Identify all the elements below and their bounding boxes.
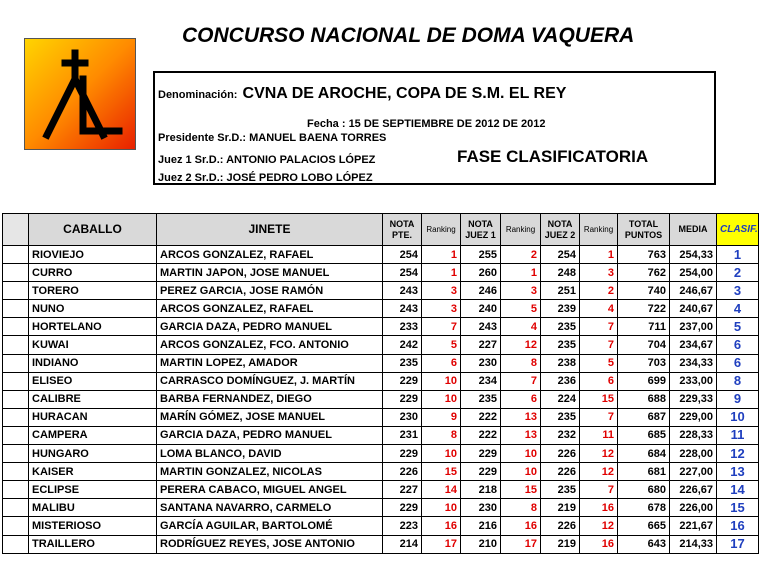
cell-nota-pte: 214 bbox=[383, 535, 422, 553]
row-blank-cell bbox=[3, 463, 29, 481]
row-blank-cell bbox=[3, 300, 29, 318]
cell-ranking-pte: 6 bbox=[422, 354, 461, 372]
cell-total-puntos: 763 bbox=[618, 246, 670, 264]
cell-ranking-juez2: 12 bbox=[580, 463, 618, 481]
cell-caballo: TORERO bbox=[29, 282, 157, 300]
table-row bbox=[3, 445, 759, 463]
cell-nota-juez2: 232 bbox=[541, 426, 580, 444]
cell-clasif: 12 bbox=[717, 445, 759, 463]
table-row bbox=[3, 246, 759, 264]
cell-ranking-juez2: 7 bbox=[580, 336, 618, 354]
table-row bbox=[3, 499, 759, 517]
header-clasif: CLASIF. bbox=[717, 214, 759, 246]
cell-ranking-juez2: 6 bbox=[580, 372, 618, 390]
cell-ranking-juez2: 7 bbox=[580, 318, 618, 336]
cell-clasif: 17 bbox=[717, 535, 759, 553]
cell-jinete: SANTANA NAVARRO, CARMELO bbox=[157, 499, 383, 517]
cell-jinete: CARRASCO DOMÍNGUEZ, J. MARTÍN bbox=[157, 372, 383, 390]
phase-title: FASE CLASIFICATORIA bbox=[457, 147, 649, 166]
cell-jinete: GARCÍA AGUILAR, BARTOLOMÉ bbox=[157, 517, 383, 535]
cell-clasif: 6 bbox=[717, 336, 759, 354]
cell-ranking-juez1: 7 bbox=[501, 372, 541, 390]
cell-jinete: BARBA FERNANDEZ, DIEGO bbox=[157, 390, 383, 408]
cell-total-puntos: 680 bbox=[618, 481, 670, 499]
header-ranking-juez1: Ranking bbox=[501, 214, 541, 246]
cell-caballo: ELISEO bbox=[29, 372, 157, 390]
row-blank-cell bbox=[3, 426, 29, 444]
row-blank-cell bbox=[3, 390, 29, 408]
cell-caballo: MISTERIOSO bbox=[29, 517, 157, 535]
juez2-line: Juez 2 Sr.D.: JOSÉ PEDRO LOBO LÓPEZ bbox=[158, 172, 373, 184]
cell-ranking-juez2: 4 bbox=[580, 300, 618, 318]
header-nota-pte bbox=[383, 214, 422, 246]
cell-jinete: PERERA CABACO, MIGUEL ANGEL bbox=[157, 481, 383, 499]
cell-ranking-pte: 9 bbox=[422, 408, 461, 426]
cell-total-puntos: 722 bbox=[618, 300, 670, 318]
cell-nota-juez1: 222 bbox=[461, 408, 501, 426]
cell-clasif: 10 bbox=[717, 408, 759, 426]
cell-total-puntos: 703 bbox=[618, 354, 670, 372]
row-blank-cell bbox=[3, 499, 29, 517]
cell-jinete: MARTIN GONZALEZ, NICOLAS bbox=[157, 463, 383, 481]
header-nota-juez1 bbox=[461, 214, 501, 246]
header-nota-juez1-line1: NOTA bbox=[468, 218, 493, 229]
cell-ranking-pte: 1 bbox=[422, 246, 461, 264]
competition-info-box bbox=[153, 71, 716, 185]
row-blank-cell bbox=[3, 517, 29, 535]
cell-nota-juez2: 248 bbox=[541, 264, 580, 282]
table-row bbox=[3, 535, 759, 553]
cell-ranking-juez1: 5 bbox=[501, 300, 541, 318]
cell-nota-pte: 226 bbox=[383, 463, 422, 481]
header-nota-pte-line1: NOTA bbox=[389, 218, 415, 229]
page-title: CONCURSO NACIONAL DE DOMA VAQUERA bbox=[182, 24, 635, 47]
cell-nota-juez2: 219 bbox=[541, 535, 580, 553]
cell-caballo: HORTELANO bbox=[29, 318, 157, 336]
logo-graphic bbox=[25, 39, 135, 149]
cell-caballo: RIOVIEJO bbox=[29, 246, 157, 264]
cell-jinete: ARCOS GONZALEZ, RAFAEL bbox=[157, 246, 383, 264]
cell-media: 233,00 bbox=[670, 372, 717, 390]
cell-media: 226,00 bbox=[670, 499, 717, 517]
cell-clasif: 15 bbox=[717, 499, 759, 517]
cell-nota-juez2: 226 bbox=[541, 517, 580, 535]
cell-nota-juez1: 216 bbox=[461, 517, 501, 535]
juez1-line: Juez 1 Sr.D.: ANTONIO PALACIOS LÓPEZ bbox=[158, 154, 376, 166]
table-row bbox=[3, 390, 759, 408]
denominacion-value: CVNA DE AROCHE, COPA DE S.M. EL REY bbox=[242, 85, 567, 102]
cell-nota-juez2: 238 bbox=[541, 354, 580, 372]
cell-clasif: 2 bbox=[717, 264, 759, 282]
header-jinete: JINETE bbox=[157, 214, 383, 246]
cell-media: 237,00 bbox=[670, 318, 717, 336]
cell-total-puntos: 687 bbox=[618, 408, 670, 426]
cell-nota-juez1: 235 bbox=[461, 390, 501, 408]
cell-jinete: MARTIN JAPON, JOSE MANUEL bbox=[157, 264, 383, 282]
cell-ranking-juez2: 12 bbox=[580, 517, 618, 535]
cell-media: 234,67 bbox=[670, 336, 717, 354]
cell-nota-juez1: 229 bbox=[461, 445, 501, 463]
table-body bbox=[3, 246, 759, 554]
cell-ranking-pte: 10 bbox=[422, 499, 461, 517]
table-row bbox=[3, 481, 759, 499]
denominacion-line bbox=[158, 85, 566, 103]
cell-clasif: 3 bbox=[717, 282, 759, 300]
cell-nota-juez2: 239 bbox=[541, 300, 580, 318]
header-total-line2: PUNTOS bbox=[624, 229, 663, 240]
cell-nota-juez1: 243 bbox=[461, 318, 501, 336]
cell-nota-juez1: 240 bbox=[461, 300, 501, 318]
cell-ranking-juez2: 16 bbox=[580, 535, 618, 553]
header-nota-pte-line2: PTE. bbox=[391, 229, 412, 240]
cell-caballo: KUWAI bbox=[29, 336, 157, 354]
row-blank-cell bbox=[3, 408, 29, 426]
cell-nota-pte: 229 bbox=[383, 390, 422, 408]
cell-ranking-juez2: 7 bbox=[580, 481, 618, 499]
row-blank-cell bbox=[3, 481, 29, 499]
row-blank-cell bbox=[3, 535, 29, 553]
cell-media: 214,33 bbox=[670, 535, 717, 553]
cell-nota-juez1: 210 bbox=[461, 535, 501, 553]
cell-caballo: TRAILLERO bbox=[29, 535, 157, 553]
cell-caballo: HUNGARO bbox=[29, 445, 157, 463]
cell-total-puntos: 740 bbox=[618, 282, 670, 300]
cell-media: 228,00 bbox=[670, 445, 717, 463]
cell-ranking-juez1: 13 bbox=[501, 408, 541, 426]
cell-ranking-juez1: 13 bbox=[501, 426, 541, 444]
cell-jinete: GARCIA DAZA, PEDRO MANUEL bbox=[157, 426, 383, 444]
cell-ranking-juez1: 4 bbox=[501, 318, 541, 336]
cell-ranking-juez1: 1 bbox=[501, 264, 541, 282]
cell-jinete: ARCOS GONZALEZ, RAFAEL bbox=[157, 300, 383, 318]
cell-ranking-juez2: 16 bbox=[580, 499, 618, 517]
row-blank-cell bbox=[3, 318, 29, 336]
header-ranking-pte: Ranking bbox=[422, 214, 461, 246]
cell-nota-juez1: 260 bbox=[461, 264, 501, 282]
cell-nota-juez2: 235 bbox=[541, 318, 580, 336]
header-nota-juez1-line2: JUEZ 1 bbox=[465, 229, 496, 240]
cell-nota-juez2: 226 bbox=[541, 463, 580, 481]
cell-ranking-pte: 10 bbox=[422, 390, 461, 408]
cell-ranking-pte: 10 bbox=[422, 372, 461, 390]
cell-media: 254,00 bbox=[670, 264, 717, 282]
cell-clasif: 5 bbox=[717, 318, 759, 336]
row-blank-cell bbox=[3, 264, 29, 282]
cell-nota-juez2: 235 bbox=[541, 336, 580, 354]
cell-nota-juez1: 246 bbox=[461, 282, 501, 300]
cell-jinete: MARÍN GÓMEZ, JOSE MANUEL bbox=[157, 408, 383, 426]
cell-nota-juez2: 236 bbox=[541, 372, 580, 390]
cell-caballo: CURRO bbox=[29, 264, 157, 282]
cell-nota-juez2: 224 bbox=[541, 390, 580, 408]
row-blank-cell bbox=[3, 445, 29, 463]
cell-nota-pte: 254 bbox=[383, 264, 422, 282]
cell-nota-pte: 242 bbox=[383, 336, 422, 354]
cell-nota-pte: 243 bbox=[383, 300, 422, 318]
cell-ranking-pte: 17 bbox=[422, 535, 461, 553]
cell-ranking-pte: 3 bbox=[422, 300, 461, 318]
header-nota-juez2-line1: NOTA bbox=[547, 218, 573, 229]
cell-media: 229,33 bbox=[670, 390, 717, 408]
cell-ranking-juez2: 11 bbox=[580, 426, 618, 444]
cell-nota-pte: 235 bbox=[383, 354, 422, 372]
header-nota-juez2 bbox=[541, 214, 580, 246]
table-row bbox=[3, 517, 759, 535]
cell-ranking-juez2: 5 bbox=[580, 354, 618, 372]
cell-ranking-juez1: 16 bbox=[501, 517, 541, 535]
cell-jinete: GARCIA DAZA, PEDRO MANUEL bbox=[157, 318, 383, 336]
cell-ranking-juez1: 10 bbox=[501, 463, 541, 481]
cell-ranking-pte: 8 bbox=[422, 426, 461, 444]
cell-nota-pte: 227 bbox=[383, 481, 422, 499]
cell-caballo: NUNO bbox=[29, 300, 157, 318]
cell-caballo: ECLIPSE bbox=[29, 481, 157, 499]
cell-media: 226,67 bbox=[670, 481, 717, 499]
cell-media: 228,33 bbox=[670, 426, 717, 444]
cell-nota-juez1: 230 bbox=[461, 354, 501, 372]
cell-clasif: 8 bbox=[717, 372, 759, 390]
cell-caballo: CAMPERA bbox=[29, 426, 157, 444]
cell-total-puntos: 684 bbox=[618, 445, 670, 463]
table-row bbox=[3, 463, 759, 481]
cell-clasif: 16 bbox=[717, 517, 759, 535]
row-blank-cell bbox=[3, 354, 29, 372]
table-row bbox=[3, 336, 759, 354]
cell-nota-juez2: 251 bbox=[541, 282, 580, 300]
cell-nota-juez1: 234 bbox=[461, 372, 501, 390]
cell-media: 246,67 bbox=[670, 282, 717, 300]
denominacion-label: Denominación: bbox=[158, 89, 238, 101]
cell-media: 221,67 bbox=[670, 517, 717, 535]
cell-ranking-juez1: 15 bbox=[501, 481, 541, 499]
cell-nota-pte: 223 bbox=[383, 517, 422, 535]
cell-caballo: INDIANO bbox=[29, 354, 157, 372]
cell-ranking-pte: 14 bbox=[422, 481, 461, 499]
cell-jinete: PEREZ GARCIA, JOSE RAMÓN bbox=[157, 282, 383, 300]
cell-ranking-pte: 3 bbox=[422, 282, 461, 300]
cell-media: 234,33 bbox=[670, 354, 717, 372]
header-caballo: CABALLO bbox=[29, 214, 157, 246]
cell-total-puntos: 699 bbox=[618, 372, 670, 390]
cell-total-puntos: 665 bbox=[618, 517, 670, 535]
cell-nota-pte: 229 bbox=[383, 499, 422, 517]
row-blank-cell bbox=[3, 336, 29, 354]
cell-clasif: 9 bbox=[717, 390, 759, 408]
table-row bbox=[3, 264, 759, 282]
cell-media: 254,33 bbox=[670, 246, 717, 264]
header-total-puntos bbox=[618, 214, 670, 246]
cell-nota-juez1: 229 bbox=[461, 463, 501, 481]
cell-total-puntos: 678 bbox=[618, 499, 670, 517]
cell-nota-juez2: 254 bbox=[541, 246, 580, 264]
cell-total-puntos: 762 bbox=[618, 264, 670, 282]
row-blank-cell bbox=[3, 246, 29, 264]
cell-nota-pte: 229 bbox=[383, 372, 422, 390]
cell-nota-juez1: 227 bbox=[461, 336, 501, 354]
cell-ranking-juez1: 8 bbox=[501, 499, 541, 517]
header-media: MEDIA bbox=[670, 214, 717, 246]
row-blank-cell bbox=[3, 282, 29, 300]
cell-total-puntos: 704 bbox=[618, 336, 670, 354]
cell-ranking-pte: 16 bbox=[422, 517, 461, 535]
table-row bbox=[3, 318, 759, 336]
cell-ranking-juez2: 7 bbox=[580, 408, 618, 426]
rl-monogram-logo bbox=[24, 38, 136, 150]
cell-ranking-juez2: 15 bbox=[580, 390, 618, 408]
table-row bbox=[3, 426, 759, 444]
cell-nota-pte: 229 bbox=[383, 445, 422, 463]
cell-total-puntos: 643 bbox=[618, 535, 670, 553]
cell-ranking-juez1: 17 bbox=[501, 535, 541, 553]
header-nota-juez2-line2: JUEZ 2 bbox=[544, 229, 576, 240]
cell-ranking-juez1: 10 bbox=[501, 445, 541, 463]
cell-ranking-pte: 1 bbox=[422, 264, 461, 282]
cell-jinete: MARTIN LOPEZ, AMADOR bbox=[157, 354, 383, 372]
cell-ranking-juez1: 6 bbox=[501, 390, 541, 408]
header-ranking-juez2: Ranking bbox=[580, 214, 618, 246]
cell-total-puntos: 711 bbox=[618, 318, 670, 336]
cell-caballo: KAISER bbox=[29, 463, 157, 481]
results-table bbox=[2, 213, 759, 554]
table-row bbox=[3, 300, 759, 318]
row-blank-cell bbox=[3, 372, 29, 390]
cell-clasif: 4 bbox=[717, 300, 759, 318]
cell-clasif: 1 bbox=[717, 246, 759, 264]
cell-media: 240,67 bbox=[670, 300, 717, 318]
cell-clasif: 11 bbox=[717, 426, 759, 444]
cell-jinete: RODRÍGUEZ REYES, JOSE ANTONIO bbox=[157, 535, 383, 553]
cell-nota-juez1: 255 bbox=[461, 246, 501, 264]
cell-nota-juez1: 230 bbox=[461, 499, 501, 517]
cell-ranking-juez2: 1 bbox=[580, 246, 618, 264]
cell-nota-juez2: 219 bbox=[541, 499, 580, 517]
cell-total-puntos: 685 bbox=[618, 426, 670, 444]
cell-nota-juez2: 235 bbox=[541, 481, 580, 499]
cell-caballo: CALIBRE bbox=[29, 390, 157, 408]
fecha-line: Fecha : 15 DE SEPTIEMBRE DE 2012 DE 2012 bbox=[307, 118, 546, 130]
cell-ranking-pte: 5 bbox=[422, 336, 461, 354]
cell-media: 229,00 bbox=[670, 408, 717, 426]
cell-nota-juez1: 222 bbox=[461, 426, 501, 444]
cell-nota-juez2: 226 bbox=[541, 445, 580, 463]
cell-ranking-juez2: 2 bbox=[580, 282, 618, 300]
table-row bbox=[3, 354, 759, 372]
cell-nota-pte: 230 bbox=[383, 408, 422, 426]
presidente-line: Presidente Sr.D.: MANUEL BAENA TORRES bbox=[158, 132, 387, 144]
cell-nota-juez1: 218 bbox=[461, 481, 501, 499]
cell-nota-pte: 254 bbox=[383, 246, 422, 264]
cell-ranking-pte: 10 bbox=[422, 445, 461, 463]
cell-media: 227,00 bbox=[670, 463, 717, 481]
cell-caballo: MALIBU bbox=[29, 499, 157, 517]
cell-clasif: 6 bbox=[717, 354, 759, 372]
cell-ranking-pte: 15 bbox=[422, 463, 461, 481]
cell-ranking-juez1: 2 bbox=[501, 246, 541, 264]
cell-clasif: 13 bbox=[717, 463, 759, 481]
header-total-line1: TOTAL bbox=[628, 218, 659, 229]
cell-nota-pte: 243 bbox=[383, 282, 422, 300]
cell-ranking-juez1: 3 bbox=[501, 282, 541, 300]
header-blank-cell bbox=[3, 214, 29, 246]
cell-ranking-juez1: 12 bbox=[501, 336, 541, 354]
cell-clasif: 14 bbox=[717, 481, 759, 499]
cell-nota-pte: 233 bbox=[383, 318, 422, 336]
cell-ranking-juez2: 3 bbox=[580, 264, 618, 282]
cell-nota-pte: 231 bbox=[383, 426, 422, 444]
cell-ranking-juez2: 12 bbox=[580, 445, 618, 463]
table-header bbox=[3, 214, 759, 246]
cell-total-puntos: 688 bbox=[618, 390, 670, 408]
cell-jinete: LOMA BLANCO, DAVID bbox=[157, 445, 383, 463]
cell-ranking-pte: 7 bbox=[422, 318, 461, 336]
cell-nota-juez2: 235 bbox=[541, 408, 580, 426]
table-row bbox=[3, 372, 759, 390]
table-row bbox=[3, 408, 759, 426]
table-row bbox=[3, 282, 759, 300]
cell-caballo: HURACAN bbox=[29, 408, 157, 426]
cell-jinete: ARCOS GONZALEZ, FCO. ANTONIO bbox=[157, 336, 383, 354]
cell-ranking-juez1: 8 bbox=[501, 354, 541, 372]
cell-total-puntos: 681 bbox=[618, 463, 670, 481]
